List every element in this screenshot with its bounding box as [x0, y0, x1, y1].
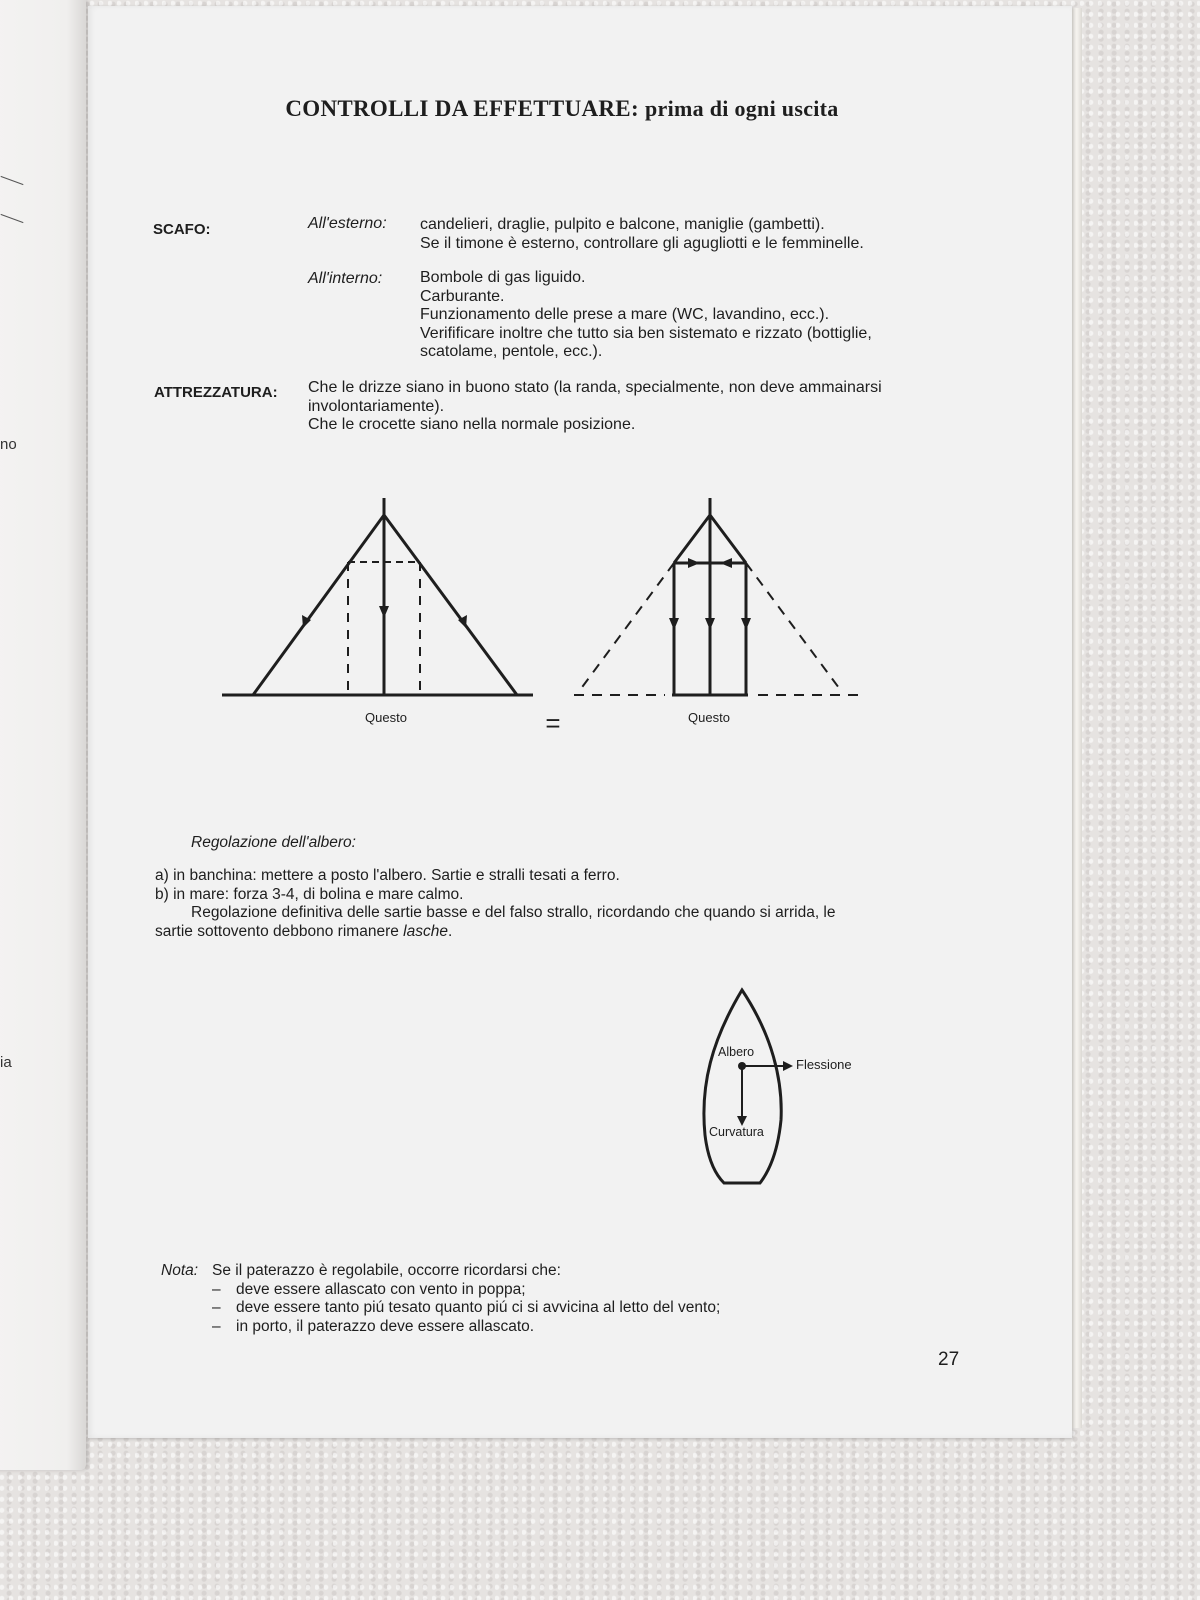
- regolazione-para-italic: lasche: [403, 922, 448, 940]
- regolazione-para-prefix: sartie sottovento debbono rimanere: [155, 922, 399, 940]
- left-page-fragment: ia: [0, 1054, 12, 1071]
- regolazione-para-suffix: .: [447, 922, 453, 940]
- right-arrow: [669, 618, 679, 630]
- nota-list-item: [212, 1299, 972, 1318]
- nota-dash: –: [212, 1317, 221, 1335]
- interno-label: All'interno:: [308, 270, 383, 287]
- flessione-arrowhead: [783, 1061, 793, 1071]
- esterno-line: candelieri, draglie, pulpito e balcone, maniglie (gambetti).: [420, 216, 825, 233]
- curvatura-label: Curvatura: [709, 1125, 764, 1139]
- interno-line: Carburante.: [420, 287, 505, 305]
- right-dashed-shroud: [580, 563, 674, 690]
- interno-line: scatolame, pentole, ecc.).: [420, 343, 603, 360]
- nota-item-text: deve essere tanto piú tesato quanto piú ci si avvicina al letto del vento;: [236, 1299, 721, 1316]
- left-arrow: [379, 606, 389, 618]
- esterno-line: Se il timone è esterno, controllare gli agugliotti e le femminelle.: [420, 234, 864, 252]
- nota-dash: –: [212, 1299, 221, 1316]
- right-dashed-shroud: [746, 563, 842, 692]
- interno-line: Bombole di gas liguido.: [420, 269, 586, 286]
- right-rig-figure: [574, 498, 860, 695]
- nota-text: [212, 1262, 972, 1336]
- regolazione-item-a: a) in banchina: mettere a posto l'albero. Sartie e stralli tesati a ferro.: [155, 867, 620, 884]
- attrezzatura-line: Che le drizze siano in buono stato (la randa, specialmente, non deve ammainarsi: [308, 379, 882, 396]
- equals-sign: =: [545, 708, 561, 738]
- nota-label: Nota:: [161, 1262, 199, 1279]
- right-caption: Questo: [688, 710, 730, 725]
- boat-plan-diagram: [704, 990, 793, 1183]
- nota-item-text: deve essere allascato con vento in poppa;: [236, 1280, 526, 1298]
- nota-dash: –: [212, 1280, 221, 1298]
- page-number: 27: [938, 1349, 960, 1370]
- page-title-bold: CONTROLLI DA EFFETTUARE:: [285, 96, 639, 121]
- right-arrow: [741, 618, 751, 630]
- nota-intro: Se il paterazzo è regolabile, occorre ricordarsi che:: [212, 1262, 561, 1279]
- flessione-label: Flessione: [796, 1057, 852, 1072]
- left-page-fragment: no: [0, 436, 17, 453]
- regolazione-heading: Regolazione dell'albero:: [191, 834, 356, 851]
- left-caption: Questo: [365, 710, 407, 725]
- regolazione-para-line: [155, 923, 1015, 942]
- right-upper-shroud: [674, 515, 710, 563]
- right-arrow: [720, 558, 732, 568]
- left-shroud: [253, 515, 384, 695]
- right-arrow: [688, 558, 700, 568]
- page-title-rest: prima di ogni uscita: [644, 96, 839, 121]
- nota-list-item: [212, 1281, 972, 1300]
- interno-line: Verifificare inoltre che tutto sia ben sistemato e rizzato (bottiglie,: [420, 324, 872, 342]
- attrezzatura-label: ATTREZZATURA:: [154, 384, 278, 401]
- esterno-label: All'esterno:: [308, 215, 387, 232]
- attrezzatura-line: Che le crocette siano nella normale posizione.: [308, 416, 636, 433]
- right-arrow: [705, 618, 715, 630]
- nota-item-text: in porto, il paterazzo deve essere allascato.: [236, 1317, 535, 1335]
- regolazione-text: [155, 867, 1015, 941]
- left-rig-figure: [222, 498, 533, 695]
- mast-point: [738, 1062, 746, 1070]
- albero-label: Albero: [718, 1045, 755, 1059]
- scafo-label: SCAFO:: [153, 221, 211, 238]
- interno-line: Funzionamento delle prese a mare (WC, lavandino, ecc.).: [420, 306, 830, 323]
- left-shroud: [384, 515, 517, 695]
- attrezzatura-line: involontariamente).: [308, 397, 445, 415]
- right-upper-shroud: [710, 515, 746, 563]
- regolazione-para-line: Regolazione definitiva delle sartie basse e del falso strallo, ricordando che quando si arrida, le: [191, 904, 836, 921]
- nota-list-item: [212, 1318, 972, 1337]
- regolazione-item-b: b) in mare: forza 3-4, di bolina e mare calmo.: [155, 885, 464, 903]
